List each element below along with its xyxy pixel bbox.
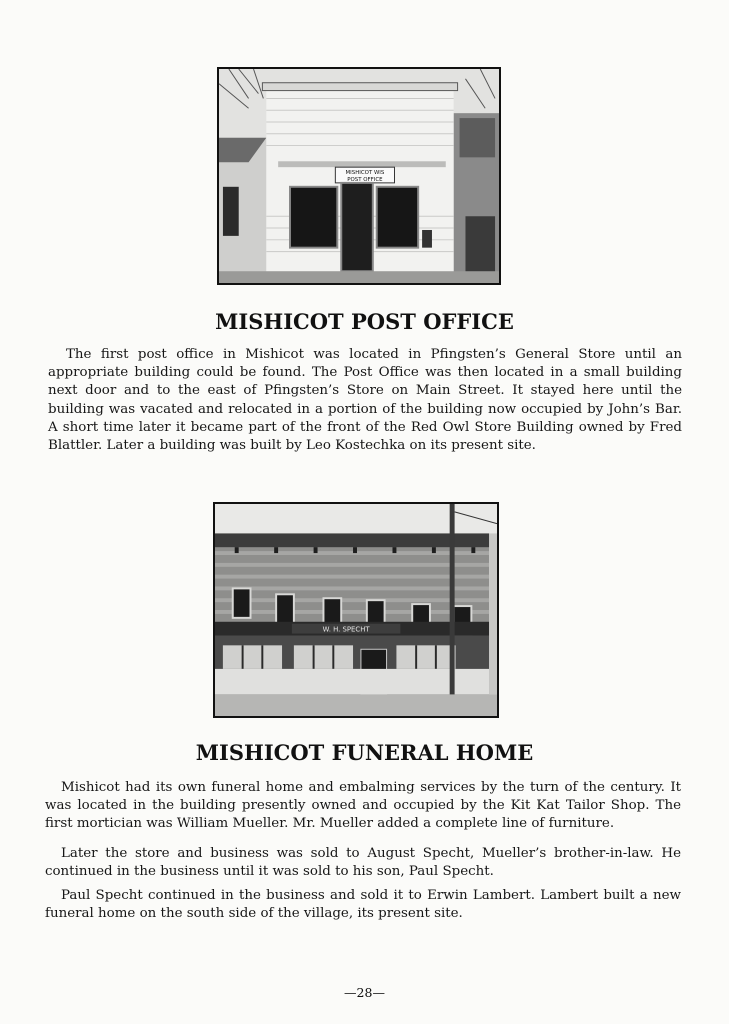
- funeral-home-paragraph-1: Mishicot had its own funeral home and embalming services by the turn of the century. It was located in the building presently owned and occupied by the Kit Kat Tailor Shop. The first mortician was William Mueller. Mr. Mueller added a complete line of furniture.: [45, 780, 681, 832]
- post-office-sign-line2: POST OFFICE: [347, 176, 383, 183]
- post-office-paragraph: The first post office in Mishicot was located in Pfingsten’s General Store until an appropriate building could be found. The Post Office was then located in a small building next door and to the east of Pfingsten’s Store on Main Street. It stayed here until the building was vacated and relocated in a portion of the building now occupied by John’s Bar. A short time later it became part of the front of the Red Owl Store Building owned by Fred Blattler. Later a building was built by Leo Kostechka on its present site.: [48, 347, 682, 454]
- funeral-home-photo: [213, 502, 499, 718]
- specht-sign: W. H. SPECHT: [322, 625, 370, 634]
- post-office-heading: MISHICOT POST OFFICE: [215, 309, 514, 334]
- funeral-home-paragraph-3: Paul Specht continued in the business and sold it to Erwin Lambert. Lambert built a new funeral home on the south side of the village, its present site.: [45, 888, 681, 922]
- funeral-home-heading: MISHICOT FUNERAL HOME: [195, 740, 534, 765]
- post-office-photo: [217, 67, 501, 285]
- funeral-home-paragraph-2: Later the store and business was sold to August Specht, Mueller’s brother-in-law. He continued in the business until it was sold to his son, Paul Specht.: [45, 846, 681, 880]
- post-office-sign-line1: MISHICOT WIS: [345, 170, 385, 177]
- page-number: —28—: [344, 985, 385, 1000]
